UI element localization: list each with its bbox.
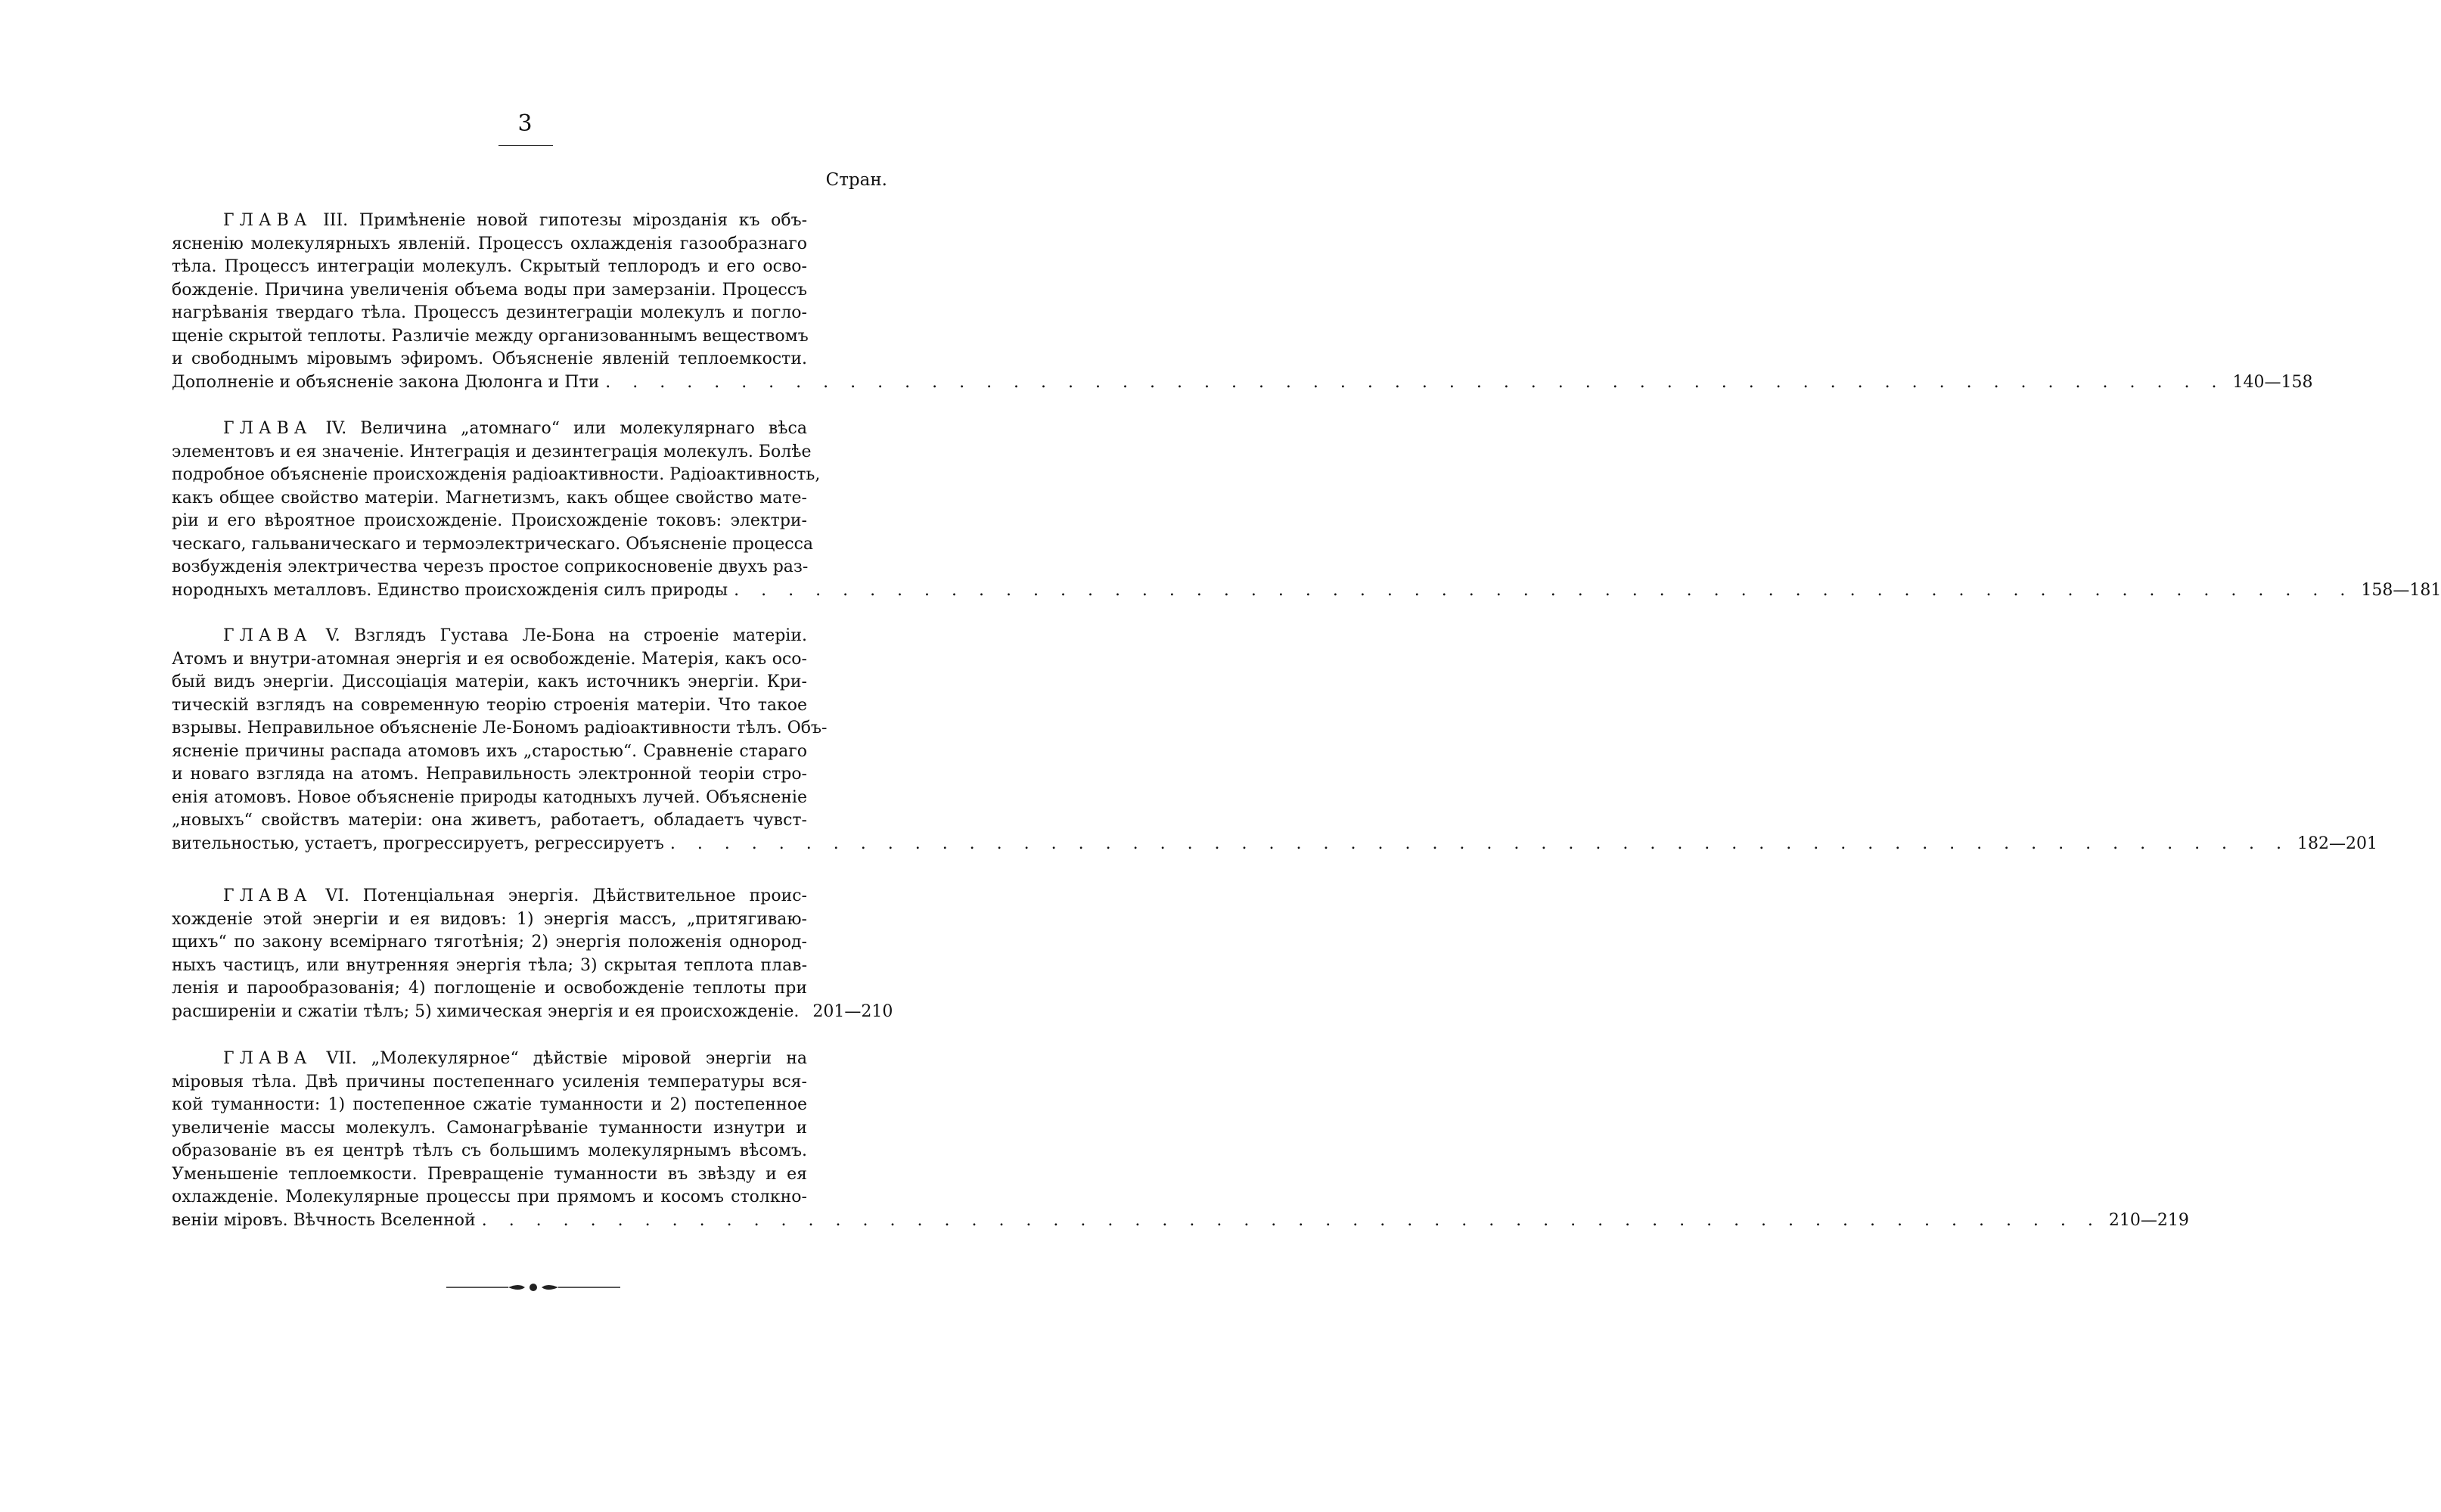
chapter-summary-end: Дополненіе и объясненіе закона Дюлонга и Пти (172, 372, 600, 392)
dot-leader: . . . . . . . . . . . . . . . . . . . . . . . . . . . . . . . . . . . . . . . . . . . . . . . . . . . . . . . . . . . . (605, 372, 2225, 392)
chapter-heading-line (172, 418, 807, 441)
chapter-summary-line: ныхъ частицъ, или внутренняя энергія тѣла; 3) скрытая теплота плав- (172, 955, 807, 975)
chapter-summary-line: Атомъ и внутри-атомная энергія и ея освобожденіе. Матерія, какъ осо- (172, 649, 807, 669)
chapter-summary-end: нородныхъ металловъ. Единство происхожденія силъ природы (172, 580, 728, 600)
chapter-numeral: V. (325, 626, 340, 645)
chapter-summary-line: ясненіе причины распада атомовъ ихъ „старостью“. Сравненіе стараго (172, 741, 807, 761)
chapter-summary-line: взрывы. Неправильное объясненіе Ле-Бономъ радіоактивности тѣлъ. Объ- (172, 719, 828, 737)
chapter-heading-line (172, 1048, 807, 1071)
page-range: 201—210 (812, 1001, 893, 1021)
chapter-summary-line: образованіе въ ея центрѣ тѣлъ съ большимъ молекулярнымъ вѣсомъ. (172, 1141, 807, 1160)
chapter-heading-line (172, 210, 807, 233)
chapter-summary-end: веніи міровъ. Вѣчность Вселенной (172, 1210, 476, 1230)
chapter-summary-line: нагрѣванія твердаго тѣла. Процессъ дезинтеграціи молекулъ и погло- (172, 303, 807, 322)
chapter-entry (172, 625, 2378, 855)
chapter-summary-line: енія атомовъ. Новое объясненіе природы катодныхъ лучей. Объясненіе (172, 787, 807, 807)
chapter-summary-line: ленія и парообразованія; 4) поглощеніе и освобожденіе теплоты при (172, 979, 807, 998)
chapter-summary-line: ческаго, гальваническаго и термоэлектрическаго. Объясненіе процесса (172, 534, 814, 554)
chapter-summary-line: и новаго взгляда на атомъ. Неправильность электронной теоріи стро- (172, 765, 807, 784)
chapter-summary-line: щеніе скрытой теплоты. Различіе между организованнымъ веществомъ (172, 326, 809, 346)
chapter-last-line (172, 833, 2378, 856)
chapter-last-line (172, 1001, 893, 1024)
chapter-summary-line: Уменьшеніе теплоемкости. Превращеніе туманности въ звѣзду и ея (172, 1164, 807, 1184)
chapter-summary-line: тѣла. Процессъ интеграціи молекулъ. Скрытый теплородъ и его осво- (172, 257, 807, 276)
chapter-title-start: „Молекулярное“ дѣйствіе міровой энергіи на (371, 1049, 807, 1068)
page-range: 182—201 (2297, 834, 2378, 853)
chapter-label: ГЛАВА (223, 211, 312, 230)
dot-leader: . . . . . . . . . . . . . . . . . . . . . . . . . . . . . . . . . . . . . . . . . . . . . . . . . . . . . . . . . . . . (734, 580, 2354, 600)
page-range: 140—158 (2232, 372, 2313, 392)
chapter-last-line (172, 579, 2441, 603)
end-ornament (446, 1281, 620, 1293)
chapter-summary-end: расширеніи и сжатіи тѣлъ; 5) химическая энергія и ея происхожденіе. (172, 1001, 800, 1021)
chapter-summary-line: увеличеніе массы молекулъ. Самонагрѣваніе туманности изнутри и (172, 1118, 807, 1138)
chapter-summary-line: щихъ“ по закону всемірнаго тяготѣнія; 2) энергія положенія однород- (172, 933, 807, 952)
pages-column-header: Стран. (825, 170, 887, 190)
chapter-label: ГЛАВА (223, 626, 312, 645)
chapter-entry (172, 885, 893, 1023)
chapter-label: ГЛАВА (223, 1049, 312, 1068)
page-range: 210—219 (2108, 1210, 2189, 1230)
chapter-title-start: Примѣненіе новой гипотезы мірозданія къ объ- (359, 211, 808, 230)
chapter-summary-line: возбужденія электричества черезъ простое соприкосновеніе двухъ раз- (172, 557, 809, 576)
chapter-summary-line: тическій взглядъ на современную теорію строенія матеріи. Что такое (172, 695, 807, 715)
chapter-summary-line: „новыхъ“ свойствъ матеріи: она живетъ, работаетъ, обладаетъ чувст- (172, 811, 807, 830)
chapter-summary-line: хожденіе этой энергіи и ея видовъ: 1) энергія массъ, „притягиваю- (172, 909, 807, 929)
chapter-label: ГЛАВА (223, 886, 312, 905)
chapter-numeral: III. (323, 211, 349, 230)
chapter-summary-line: ясненію молекулярныхъ явленій. Процессъ охлажденія газообразнаго (172, 234, 807, 253)
chapter-summary-line: міровыя тѣла. Двѣ причины постепеннаго усиленія температуры вся- (172, 1072, 807, 1091)
chapter-entry (172, 210, 2313, 394)
chapter-numeral: IV. (325, 419, 347, 438)
chapter-heading-line (172, 885, 807, 908)
page-number-rule (498, 145, 553, 146)
chapter-label: ГЛАВА (223, 419, 312, 438)
chapter-numeral: VII. (326, 1049, 357, 1068)
chapter-title-start: Величина „атомнаго“ или молекулярнаго вѣса (360, 419, 807, 438)
chapter-summary-line: подробное объясненіе происхожденія радіоактивности. Радіоактивность, (172, 465, 821, 484)
page-number: 3 (517, 110, 533, 137)
chapter-summary-line: кой туманности: 1) постепенное сжатіе туманности и 2) постепенное (172, 1095, 807, 1114)
chapter-summary-line: какъ общее свойство матеріи. Магнетизмъ, какъ общее свойство мате- (172, 488, 807, 508)
chapter-title-start: Взглядъ Густава Ле-Бона на строеніе матеріи. (354, 626, 807, 645)
page-range: 158—181 (2361, 580, 2441, 600)
chapter-heading-line (172, 625, 807, 648)
chapter-summary-line: ріи и его вѣроятное происхожденіе. Происхожденіе токовъ: электри- (172, 511, 807, 530)
chapter-numeral: VI. (325, 886, 349, 905)
chapter-summary-line: и свободнымъ міровымъ эфиромъ. Объясненіе явленій теплоемкости. (172, 349, 807, 368)
dot-leader: . . . . . . . . . . . . . . . . . . . . . . . . . . . . . . . . . . . . . . . . . . . . . . . . . . . . . . . . . . . . (669, 834, 2290, 853)
chapter-summary-line: элементовъ и ея значеніе. Интеграція и дезинтеграція молекулъ. Болѣе (172, 442, 812, 461)
chapter-entry (172, 418, 2441, 602)
chapter-summary-line: бый видъ энергіи. Диссоціація матеріи, какъ источникъ энергіи. Кри- (172, 672, 807, 691)
dot-leader: . . . . . . . . . . . . . . . . . . . . . . . . . . . . . . . . . . . . . . . . . . . . . . . . . . . . . . . . . . . . (481, 1210, 2101, 1230)
chapter-entry (172, 1048, 2189, 1232)
chapter-last-line (172, 371, 2313, 395)
chapter-last-line (172, 1209, 2189, 1233)
chapter-summary-end: вительностью, устаетъ, прогрессируетъ, регрессируетъ (172, 834, 664, 853)
chapter-summary-line: охлажденіе. Молекулярные процессы при прямомъ и косомъ столкно- (172, 1188, 807, 1206)
chapter-title-start: Потенціальная энергія. Дѣйствительное проис- (362, 886, 807, 905)
chapter-summary-line: божденіе. Причина увеличенія объема воды при замерзаніи. Процессъ (172, 280, 807, 300)
